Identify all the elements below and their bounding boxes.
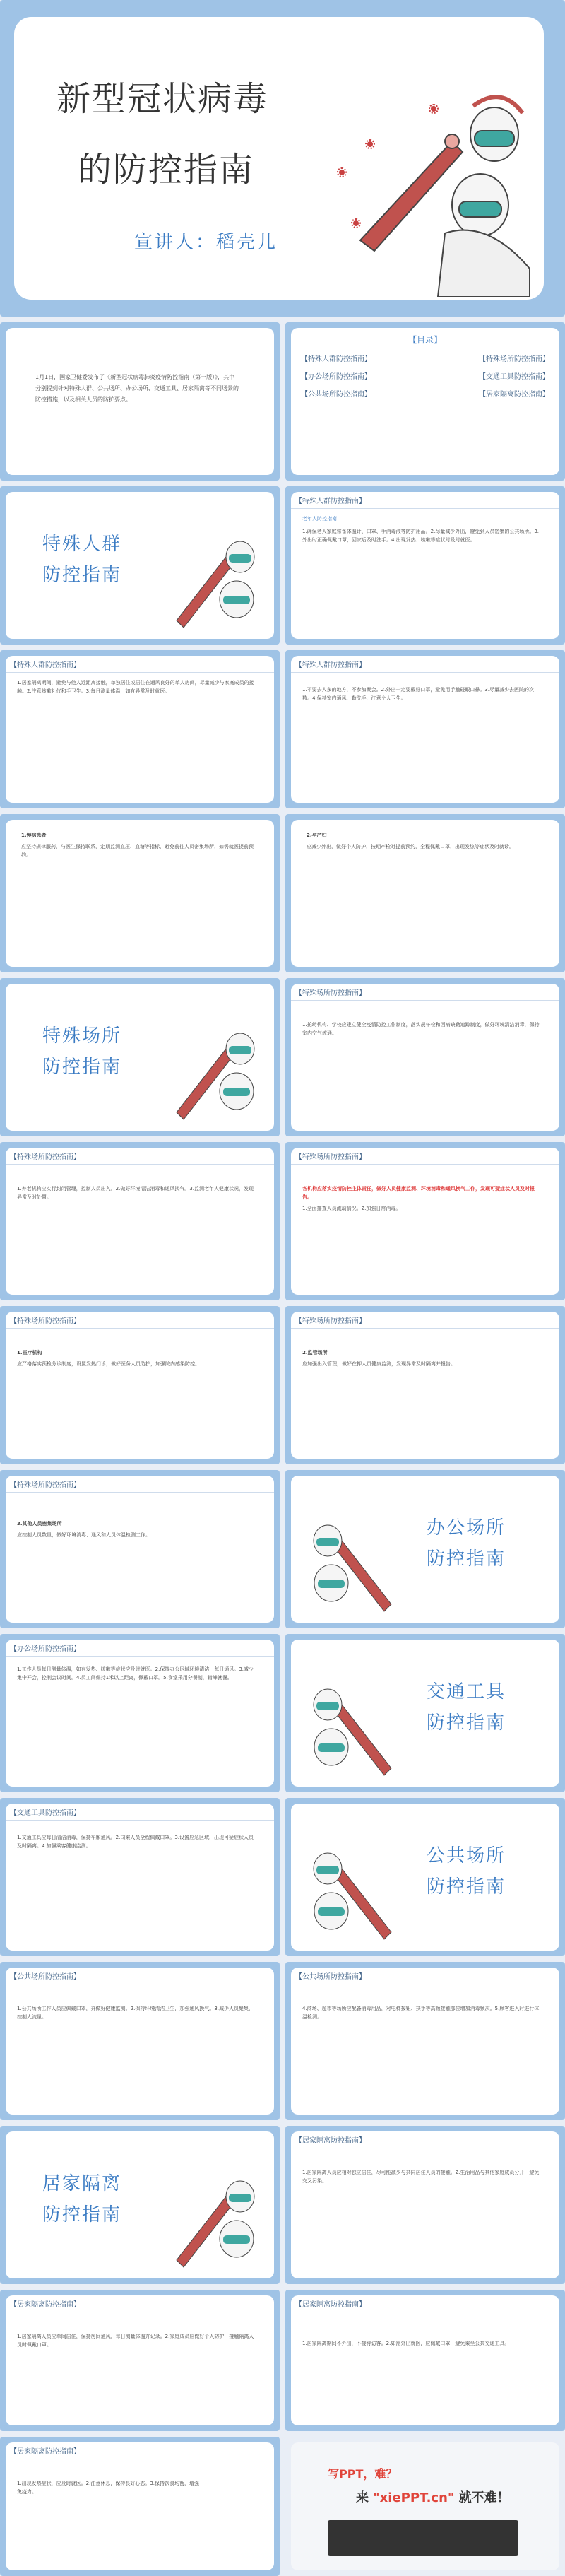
table-of-contents	[295, 334, 555, 471]
content-slide	[285, 486, 565, 645]
slide-header: 【居家隔离防控指南】	[291, 2295, 559, 2312]
slide-body	[302, 1348, 542, 1371]
slide-header: 【特殊场所防控指南】	[6, 1148, 274, 1165]
paragraph: 1.公共场所工作人员应佩戴口罩，并做好健康监测。2.保持环境清洁卫生，加强通风换气。3.减少人员聚集，控制人流量。	[17, 2006, 254, 2020]
slide-card	[291, 656, 559, 803]
paragraph: 4.商场、超市等场所应配备消毒用品，对电梯按钮、扶手等高频接触部位增加消毒频次。5.顾客进入时进行体温检测。	[302, 2006, 540, 2020]
virus-icon	[339, 170, 345, 175]
content-slide	[0, 1798, 280, 1956]
section-slide	[285, 1470, 565, 1628]
section-title: 公共场所防控指南	[427, 1845, 506, 1898]
slide-card	[6, 1148, 274, 1295]
section-title-line1	[427, 1512, 518, 1575]
paragraph: 应减少外出，做好个人防护，按期产检时提前预约，全程佩戴口罩，出现发热等症状及时就诊。	[307, 844, 514, 849]
slide-card	[6, 1312, 274, 1459]
section-title: 办公场所防控指南	[427, 1517, 506, 1570]
content-slide	[285, 1306, 565, 1464]
slide-card	[291, 2295, 559, 2425]
toc-item[interactable]: 【特殊人群防控指南】	[301, 355, 371, 363]
content-slide	[285, 650, 565, 808]
highlight-paragraph: 各机构应落实疫情防控主体责任，做好人员健康监测、环境消毒和通风换气工作，发现可疑症状人员及时报告。	[302, 1186, 535, 1200]
content-slide	[285, 1962, 565, 2120]
paragraph: 1.不要去人多的地方，不参加聚会。2.外出一定要戴好口罩，避免用手触碰眼口鼻。3.尽量减少去医院的次数。4.保持室内通风，勤洗手，注意个人卫生。	[302, 687, 535, 701]
virus-icon	[367, 141, 373, 147]
paragraph: 应加强出入管理，做好在押人员健康监测，发现异常及时隔离并报告。	[302, 1361, 456, 1367]
promo-brand: 写PPT，难？	[328, 2467, 398, 2481]
subheading: 老年人防控指南	[302, 516, 337, 522]
content-slide	[285, 978, 565, 1136]
section-title-line1	[42, 1021, 134, 1083]
virus-icon	[353, 220, 359, 226]
paragraph: 应控制人员数量，做好环境消毒、通风和人员体温检测工作。	[17, 1532, 150, 1538]
slide-card	[6, 2442, 274, 2570]
content-slide	[0, 1962, 280, 2120]
medic-illustration	[170, 514, 268, 635]
paragraph: 1.居家隔离期间，避免与他人近距离接触，单独居住或居住在通风良好的单人房间，尽量减少与家庭成员的接触。2.注意咳嗽礼仪和手卫生。3.每日测量体温，如有异常及时就医。	[17, 680, 254, 694]
paragraph: 应严格落实预检分诊制度，设置发热门诊，做好医务人员防护，加强院内感染防控。	[17, 1361, 200, 1367]
slide-header: 【办公场所防控指南】	[6, 1640, 274, 1657]
content-slide	[285, 2290, 565, 2431]
paragraph: 应坚持规律服药，与医生保持联系，定期监测血压、血糖等指标，避免前往人员密集场所，如需就医提前预约。	[21, 844, 254, 858]
slide-body	[302, 1184, 542, 1216]
content-slide	[285, 814, 565, 972]
content-slide	[0, 1142, 280, 1300]
paragraph: 1.居家隔离人员应相对独立居住，尽可能减少与共同居住人员的接触。2.生活用品与其他家庭成员分开，避免交叉污染。	[302, 2170, 540, 2184]
section-slide	[0, 978, 280, 1136]
toc-title: 【目录】	[408, 335, 442, 345]
item-heading: 2.监管场所	[302, 1350, 328, 1355]
slide-card	[291, 1148, 559, 1295]
slide-card	[6, 1476, 274, 1623]
paragraph: 1.居家隔离期间不外出，不接待访客。2.如需外出就医，应佩戴口罩，避免乘坐公共交通工具。	[302, 2341, 510, 2346]
slide-card	[291, 1312, 559, 1459]
slide-header: 【交通工具防控指南】	[6, 1804, 274, 1821]
slide-header: 【居家隔离防控指南】	[291, 2131, 559, 2148]
content-slide	[0, 650, 280, 808]
toc-item[interactable]: 【特殊场所防控指南】	[479, 355, 549, 363]
toc-item[interactable]: 【公共场所防控指南】	[301, 391, 371, 399]
toc-slide	[285, 322, 565, 481]
slide-body	[302, 1021, 542, 1040]
content-slide	[0, 1634, 280, 1792]
slide-body	[17, 2479, 201, 2499]
content-slide	[285, 1142, 565, 1300]
paragraph: 1.确保老人家庭常备体温计、口罩、手消毒液等防护用品。2.尽量减少外出，避免到人员密集的公共场所。3.外出时正确佩戴口罩，回家后及时洗手。4.出现发热、咳嗽等症状时及时就医。	[302, 529, 540, 543]
promo-suffix: 就不难！	[458, 2490, 510, 2505]
medic-illustration	[299, 1498, 398, 1618]
slide-body	[17, 2332, 257, 2352]
paragraph: 1.全面排查人员流动情况。2.加强日常消毒。	[302, 1206, 401, 1211]
paragraph: 1.交通工具应每日清洁消毒，保持车厢通风。2.司乘人员全程佩戴口罩。3.设置应急区域，出现可疑症状人员及时隔离。4.加强乘客健康监测。	[17, 1835, 254, 1849]
slide-card	[6, 1804, 274, 1951]
slide-header: 【特殊场所防控指南】	[6, 1312, 274, 1329]
slide-header: 【特殊人群防控指南】	[291, 492, 559, 509]
promo-site[interactable]: "xiePPT.cn"	[373, 2490, 455, 2505]
section-slide	[0, 486, 280, 645]
slide-body	[302, 2168, 542, 2188]
medic-illustration	[332, 57, 544, 297]
toc-item[interactable]: 【居家隔离防控指南】	[479, 391, 549, 399]
slide-body	[17, 1184, 257, 1204]
slide-header: 【特殊人群防控指南】	[291, 656, 559, 673]
slide-card	[6, 2295, 274, 2425]
paragraph: 1.养老机构应实行封闭管理，控制人员出入。2.做好环境清洁消毒和通风换气。3.监测老年人健康状况，发现异常及时处置。	[17, 1186, 254, 1200]
paragraph: 1.工作人员每日测量体温，如有发热、咳嗽等症状应及时就医。2.保持办公区域环境清洁，每日通风。3.减少集中开会，控制会议时间。4.员工间保持1米以上距离，佩戴口罩。5.食堂采用分餐制，错峰就餐。	[17, 1666, 254, 1681]
slide-header: 【特殊场所防控指南】	[291, 1312, 559, 1329]
intro-slide	[0, 322, 280, 481]
item-heading: 3.其他人员密集场所	[17, 1521, 62, 1527]
cover-title-line1: 新型冠状病毒	[56, 79, 269, 119]
section-title-line1	[427, 1676, 518, 1739]
slide-body	[302, 2004, 542, 2024]
promo-line	[356, 2488, 510, 2506]
promo-prefix: 来	[356, 2490, 369, 2505]
slide-header: 【特殊人群防控指南】	[6, 656, 274, 673]
slide-card	[6, 1968, 274, 2115]
section-slide	[285, 1798, 565, 1956]
medic-illustration	[299, 1662, 398, 1782]
content-slide	[0, 1470, 280, 1628]
paragraph: 1.居家隔离人员应单间居住，保持房间通风，每日测量体温并记录。2.家庭成员应做好个人防护，接触隔离人员时佩戴口罩。	[17, 2334, 254, 2348]
slide-header: 【特殊场所防控指南】	[6, 1476, 274, 1493]
content-slide	[0, 2290, 280, 2431]
slide-header: 【公共场所防控指南】	[291, 1968, 559, 1984]
item-heading: 1.医疗机构	[17, 1350, 42, 1355]
slide-body	[17, 1665, 257, 1685]
paragraph: 1.托幼机构、学校应建立健全疫情防控工作制度，落实晨午检和因病缺勤追踪制度，做好环境清洁消毒，保持室内空气流通。	[302, 1022, 540, 1036]
slide-header: 【特殊场所防控指南】	[291, 1148, 559, 1165]
item-heading: 2.孕产妇	[307, 833, 327, 838]
slide-body	[21, 831, 254, 862]
intro-text: 1月1日，国家卫健委发布了《新型冠状病毒肺炎疫情防控指南（第一版）》，其中分别提到针对特殊人群、公共场所、办公场所、交通工具、居家隔离等不同场景的防控措施，以及相关人员的防护要点。	[35, 374, 239, 403]
cover-presenter: 宣讲人：稻壳儿	[134, 232, 278, 253]
promo-banner	[328, 2520, 518, 2556]
slide-header: 【居家隔离防控指南】	[6, 2442, 274, 2459]
slide-card	[6, 1640, 274, 1787]
slide-card	[291, 1968, 559, 2115]
slide-card	[291, 2131, 559, 2278]
slide-card	[291, 984, 559, 1131]
section-title-line1	[427, 1840, 518, 1902]
section-title: 交通工具防控指南	[427, 1681, 506, 1734]
section-slide	[285, 1634, 565, 1792]
slide-body	[17, 1348, 257, 1371]
slide-header: 【公共场所防控指南】	[6, 1968, 274, 1984]
item-heading: 1.慢病患者	[21, 833, 47, 838]
medic-illustration	[299, 1826, 398, 1946]
content-slide	[0, 2437, 280, 2576]
section-title: 特殊场所防控指南	[42, 1025, 122, 1078]
paragraph: 1.出现发热症状，应及时就医。2.注意休息，保持良好心态。3.保持饮食均衡，增强免疫力。	[17, 2481, 200, 2495]
cover-title-line2: 的防控指南	[78, 150, 255, 189]
slide-body	[302, 2339, 542, 2351]
slide-header: 【居家隔离防控指南】	[6, 2295, 274, 2312]
content-slide	[0, 1306, 280, 1464]
slide-body	[17, 2004, 257, 2024]
section-title: 特殊人群防控指南	[42, 534, 122, 586]
section-title: 居家隔离防控指南	[42, 2173, 122, 2225]
slide-body	[302, 514, 542, 547]
toc-item[interactable]: 【交通工具防控指南】	[479, 373, 549, 381]
promo-slide	[285, 2437, 565, 2576]
cover-slide	[0, 0, 565, 317]
slide-body	[302, 686, 542, 705]
section-title-line1	[42, 529, 134, 591]
slide-body	[17, 678, 257, 698]
toc-item[interactable]: 【办公场所防控指南】	[301, 373, 371, 381]
medic-illustration	[170, 2154, 268, 2274]
medic-illustration	[170, 1006, 268, 1127]
virus-icon	[431, 106, 436, 112]
content-slide	[0, 814, 280, 972]
slide-body	[17, 1519, 257, 1542]
slide-body	[307, 831, 540, 854]
section-slide	[0, 2126, 280, 2284]
content-slide	[285, 2126, 565, 2284]
slide-header: 【特殊场所防控指南】	[291, 984, 559, 1001]
slide-body	[17, 1833, 257, 1853]
section-title-line1	[42, 2168, 134, 2230]
